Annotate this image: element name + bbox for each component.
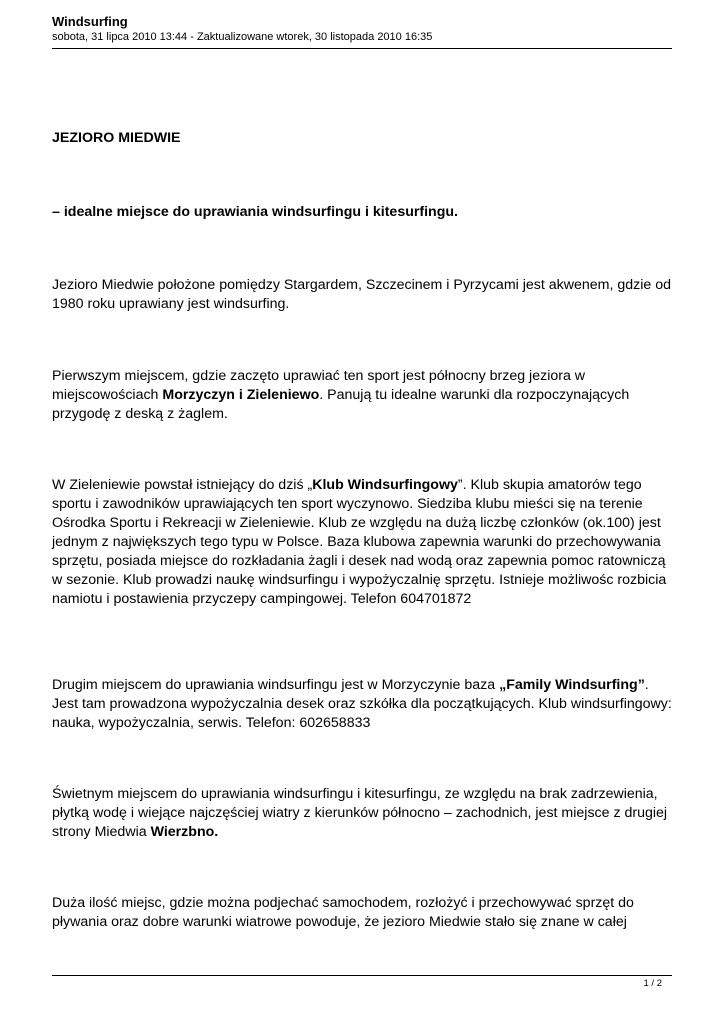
document-header [52, 14, 672, 45]
section-heading: JEZIORO MIEDWIE [52, 130, 181, 146]
document-dates: sobota, 31 lipca 2010 13:44 - Zaktualizowane wtorek, 30 listopada 2010 16:35 [52, 31, 433, 43]
bold-place-names: Morzyczyn i Zieleniewo [162, 387, 320, 403]
paragraph-text: . Panują tu idealne warunki dla rozpoczynających przygodę z deską z żaglem. [52, 387, 630, 422]
paragraph-text: W Zieleniewie powstał istniejący do dziś „ [52, 477, 313, 493]
paragraph-closing: Duża ilość miejsc, gdzie można podjechać samochodem, rozłożyć i przechowywać sprzęt do pływania oraz dobre warunki wiatrowe powoduje, że jezioro Miedwie stało się znane w całej [52, 895, 634, 930]
paragraph-text: ”. Klub skupia amatorów tego sportu i zawodników uprawiających ten sport wyczynowo. Siedziba klubu mieści się na terenie Ośrodka Sportu i Rekreacji w Zieleniewie. Klub ze względu na dużą liczbę członków (ok.100) jest jednym z największych tego typu w Polsce. Baza klubowa zapewnia warunki do przechowywania sprzętu, posiada miejsce do rozkładania żagli i desek nad wodą oraz zapewnia pomoc ratowniczą w sezonie. Klub prowadzi naukę windsurfingu i wypożyczalnię sprzętu. Istnieje możliwośc rozbicia namiotu i postawienia przyczepy campingowej. Telefon 604701872 [52, 477, 667, 607]
paragraph-wierzbno [52, 785, 672, 842]
bold-club-name: Klub Windsurfingowy [312, 477, 458, 493]
paragraph-text: . Jest tam prowadzona wypożyczalnia desek oraz szkółka dla początkujących. Klub windsurfingowy: nauka, wypożyczalnia, serwis. Telefon: 602658833 [52, 677, 672, 731]
paragraph-text: Świetnym miejscem do uprawiania windsurfingu i kitesurfingu, ze względu na brak zadrzewienia, płytką wodę i wiejące najczęściej wiatry z kierunków północno – zachodnich, jest miejsce z drugiej strony Miedwia [52, 786, 668, 840]
header-divider [52, 48, 672, 49]
paragraph-club [52, 476, 672, 609]
page-number: 1 / 2 [643, 978, 662, 989]
paragraph-north-shore [52, 367, 672, 424]
paragraph-text: Drugim miejscem do uprawiania windsurfingu jest w Morzyczynie baza [52, 677, 500, 693]
paragraph-text: Pierwszym miejscem, gdzie zaczęto uprawiać ten sport jest północny brzeg jeziora w miejscowościach [52, 368, 586, 403]
bold-place-name: Wierzbno. [150, 824, 219, 840]
section-subheading: – idealne miejsce do uprawiania windsurfingu i kitesurfingu. [52, 204, 458, 220]
paragraph-family-windsurfing [52, 676, 672, 733]
footer-divider [52, 975, 672, 976]
document-title: Windsurfing [52, 14, 128, 29]
bold-base-name: „Family Windsurfing” [499, 677, 645, 693]
paragraph-intro: Jezioro Miedwie położone pomiędzy Stargardem, Szczecinem i Pyrzycami jest akwenem, gdzie od 1980 roku uprawiany jest windsurfing. [52, 277, 671, 312]
